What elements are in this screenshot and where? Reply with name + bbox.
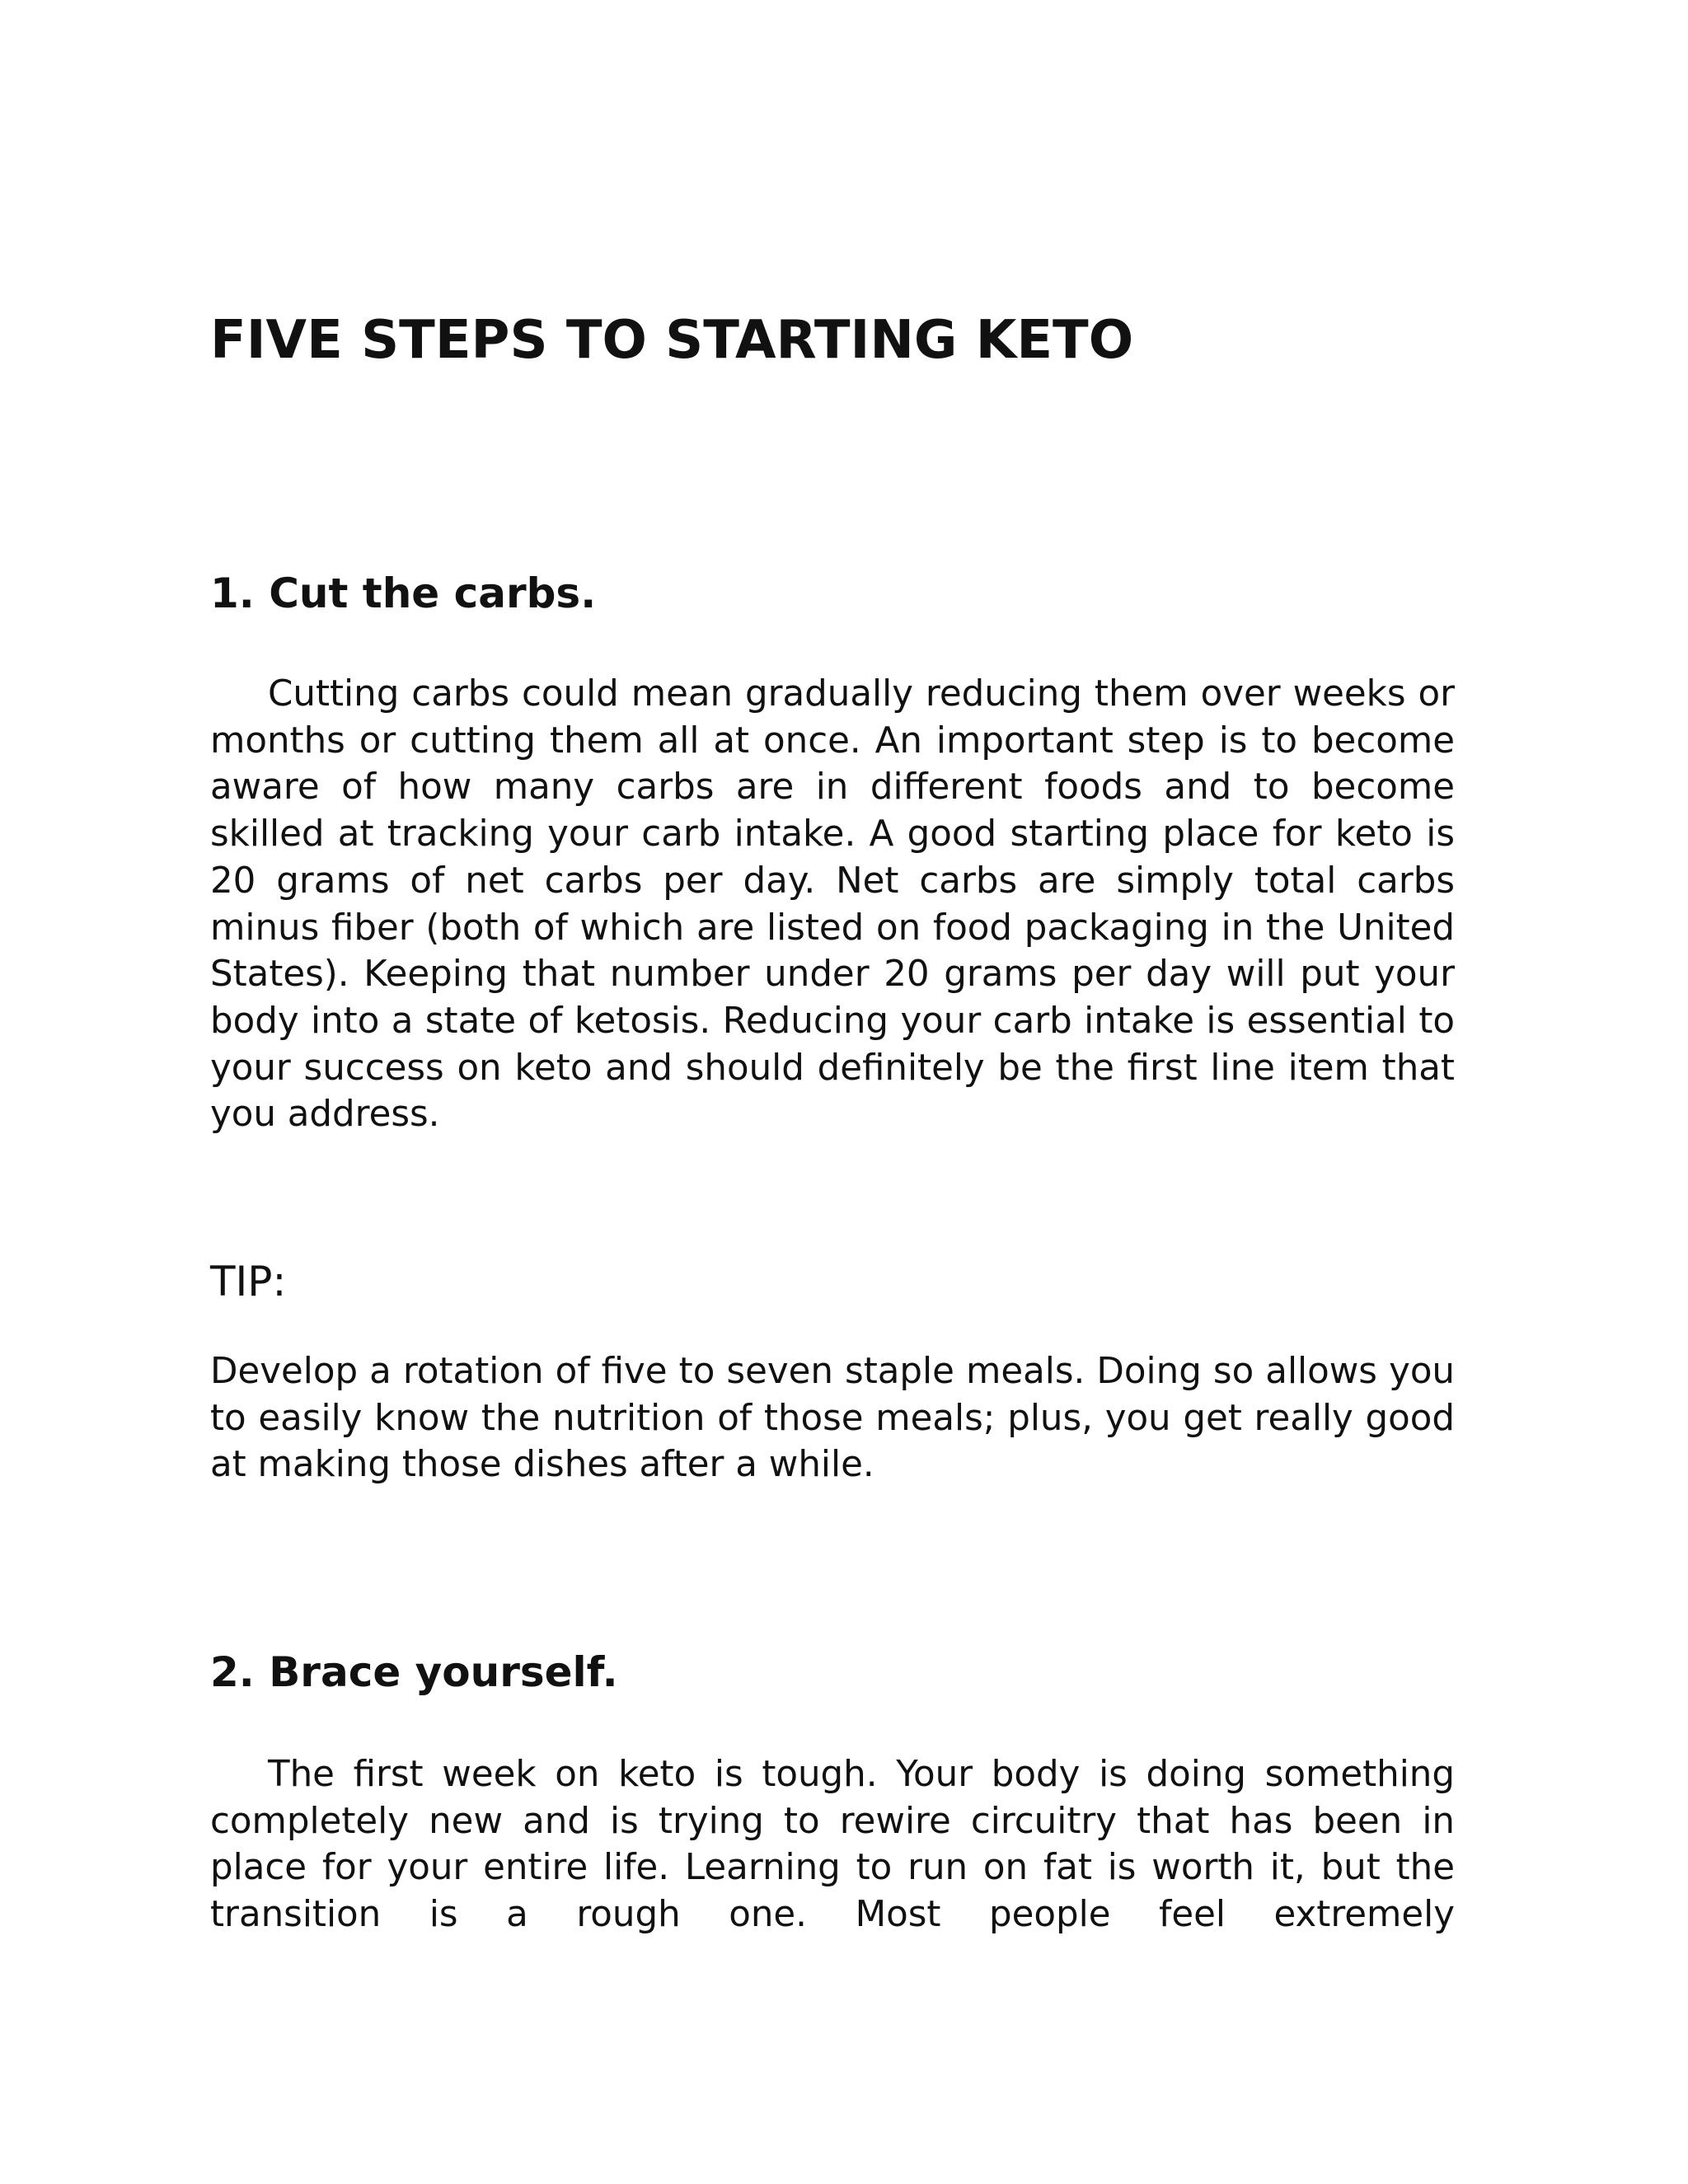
section-heading-brace-yourself: 2. Brace yourself.	[210, 1648, 618, 1696]
section-body-clip	[210, 1751, 1455, 1941]
section-body-cut-the-carbs: Cutting carbs could mean gradually reducing them over weeks or months or cutting them all at once. An important step is to become aware of how many carbs are in different foods and to become skilled at tracking your carb intake. A good starting place for keto is 20 grams of net carbs per day. Net carbs are simply total carbs minus fiber (both of which are listed on food packaging in the United States). Keeping that number under 20 grams per day will put your body into a state of ketosis. Reducing your carb intake is essential to your success on keto and should definitely be the first line item that you address.	[210, 673, 1455, 1136]
document-title: FIVE STEPS TO STARTING KETO	[210, 310, 1134, 371]
tip-label: TIP:	[210, 1258, 287, 1305]
section-body-brace-yourself: The first week on keto is tough. Your body is doing something completely new and is trying to rewire circuitry that has been in place for your entire life. Learning to run on fat is worth it, but the transition is a rough one. Most people feel extremely	[210, 1754, 1455, 1936]
document-page	[210, 0, 1455, 2184]
section-heading-cut-the-carbs: 1. Cut the carbs.	[210, 569, 597, 617]
tip-body: Develop a rotation of five to seven staple meals. Doing so allows you to easily know the nutrition of those meals; plus, you get really good at making those dishes after a while.	[210, 1351, 1455, 1486]
